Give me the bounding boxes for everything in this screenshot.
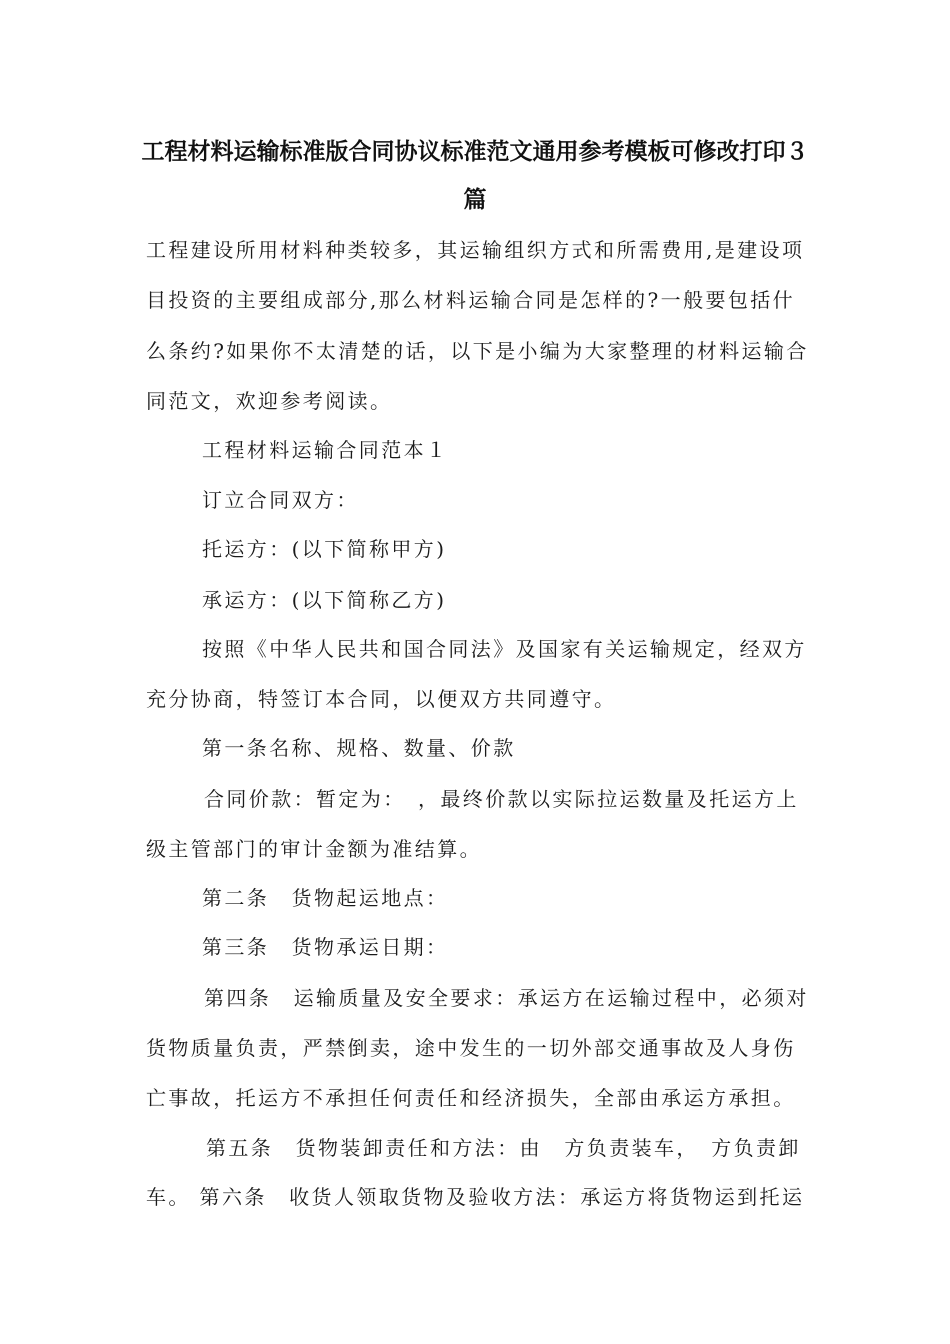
- paragraph-line: 充分协商，特签订本合同，以便双方共同遵守。: [146, 687, 617, 711]
- paragraph-line: 货物质量负责，严禁倒卖，途中发生的一切外部交通事故及人身伤: [146, 1036, 796, 1060]
- paragraph-line: 目投资的主要组成部分,那么材料运输合同是怎样的?一般要包括什: [146, 288, 796, 312]
- paragraph-line: 工程建设所用材料种类较多，其运输组织方式和所需费用,是建设项: [146, 238, 805, 262]
- paragraph-line: 按照《中华人民共和国合同法》及国家有关运输规定，经双方: [202, 637, 807, 661]
- section-heading: 工程材料运输合同范本１: [202, 438, 449, 462]
- clause-line: 第五条 货物装卸责任和方法：由 方负责装车， 方负责卸: [206, 1136, 801, 1160]
- paragraph-line: 托运方：(以下简称甲方): [202, 537, 447, 561]
- paragraph-line: 同范文，欢迎参考阅读。: [146, 389, 393, 413]
- clause-line: 第一条名称、规格、数量、价款: [202, 736, 516, 760]
- clause-line: 第二条 货物起运地点：: [202, 886, 449, 910]
- paragraph-line: 合同价款：暂定为： ，最终价款以实际拉运数量及托运方上: [204, 787, 799, 811]
- clause-line: 第四条 运输质量及安全要求：承运方在运输过程中，必须对: [204, 986, 809, 1010]
- paragraph-line: 订立合同双方：: [202, 488, 359, 512]
- paragraph-line: 亡事故，托运方不承担任何责任和经济损失，全部由承运方承担。: [146, 1086, 796, 1110]
- document-title-continuation: 篇: [463, 187, 487, 213]
- paragraph-line: 车。 第六条 收货人领取货物及验收方法：承运方将货物运到托运: [146, 1185, 805, 1209]
- document-title: 工程材料运输标准版合同协议标准范文通用参考模板可修改打印３: [141, 139, 809, 165]
- paragraph-line: 么条约?如果你不太清楚的话，以下是小编为大家整理的材料运输合: [146, 339, 809, 363]
- paragraph-line: 承运方：(以下简称乙方): [202, 588, 447, 612]
- clause-line: 第三条 货物承运日期：: [202, 935, 449, 959]
- paragraph-line: 级主管部门的审计金额为准结算。: [146, 837, 482, 861]
